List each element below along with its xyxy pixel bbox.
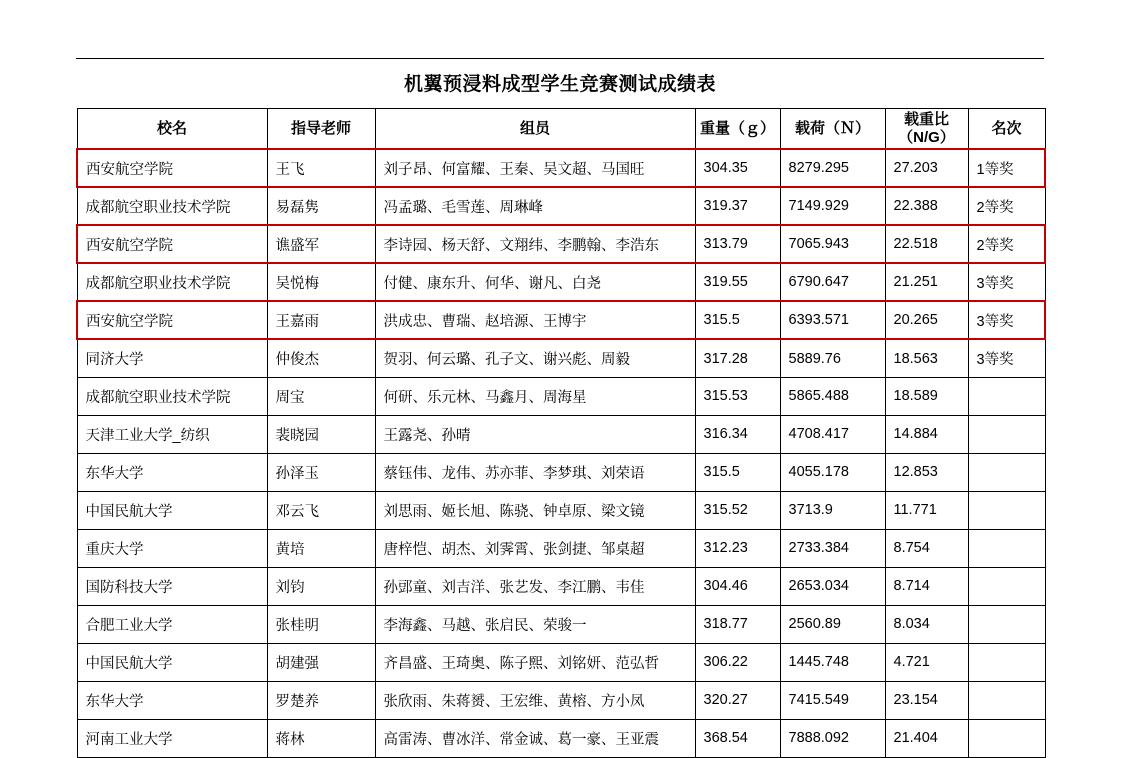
table-row	[77, 339, 1045, 377]
cell-members: 刘子昂、何富耀、王秦、吴文超、马国旺	[375, 149, 695, 187]
table-row	[77, 681, 1045, 719]
table-row	[77, 301, 1045, 339]
cell-weight: 304.35	[695, 149, 780, 187]
cell-members: 李海鑫、马越、张启民、荣骏一	[375, 605, 695, 643]
cell-rank	[968, 719, 1045, 757]
table-row	[77, 225, 1045, 263]
cell-weight: 319.55	[695, 263, 780, 301]
cell-load: 6790.647	[780, 263, 885, 301]
results-table	[76, 108, 1046, 758]
cell-members: 刘思雨、姬长旭、陈骁、钟卓原、梁文镜	[375, 491, 695, 529]
cell-ratio: 8.034	[885, 605, 968, 643]
table-body	[77, 149, 1045, 757]
cell-load: 4055.178	[780, 453, 885, 491]
cell-school: 河南工业大学	[77, 719, 267, 757]
cell-school: 中国民航大学	[77, 491, 267, 529]
cell-ratio: 22.518	[885, 225, 968, 263]
table-row	[77, 605, 1045, 643]
cell-load: 5889.76	[780, 339, 885, 377]
cell-teacher: 周宝	[267, 377, 375, 415]
cell-rank: 3等奖	[968, 263, 1045, 301]
table-row	[77, 377, 1045, 415]
cell-load: 7888.092	[780, 719, 885, 757]
cell-school: 国防科技大学	[77, 567, 267, 605]
table-row	[77, 567, 1045, 605]
cell-members: 付健、康东升、何华、谢凡、白尧	[375, 263, 695, 301]
cell-ratio: 11.771	[885, 491, 968, 529]
cell-load: 8279.295	[780, 149, 885, 187]
cell-rank	[968, 491, 1045, 529]
cell-members: 王露尧、孙晴	[375, 415, 695, 453]
cell-ratio: 4.721	[885, 643, 968, 681]
cell-load: 5865.488	[780, 377, 885, 415]
cell-rank	[968, 643, 1045, 681]
cell-weight: 313.79	[695, 225, 780, 263]
cell-rank	[968, 529, 1045, 567]
cell-school: 成都航空职业技术学院	[77, 377, 267, 415]
cell-weight: 306.22	[695, 643, 780, 681]
cell-load: 7065.943	[780, 225, 885, 263]
cell-rank	[968, 415, 1045, 453]
cell-weight: 315.52	[695, 491, 780, 529]
cell-teacher: 易磊隽	[267, 187, 375, 225]
cell-load: 3713.9	[780, 491, 885, 529]
cell-school: 西安航空学院	[77, 149, 267, 187]
cell-teacher: 蒋林	[267, 719, 375, 757]
cell-teacher: 罗楚养	[267, 681, 375, 719]
cell-members: 高雷涛、曹冰洋、常金诚、葛一豪、王亚震	[375, 719, 695, 757]
cell-members: 李诗园、杨天舒、文翔纬、李鹏翰、李浩东	[375, 225, 695, 263]
cell-ratio: 20.265	[885, 301, 968, 339]
cell-rank	[968, 681, 1045, 719]
cell-weight: 368.54	[695, 719, 780, 757]
cell-school: 合肥工业大学	[77, 605, 267, 643]
cell-teacher: 仲俊杰	[267, 339, 375, 377]
cell-load: 7415.549	[780, 681, 885, 719]
column-header-teacher: 指导老师	[267, 109, 375, 150]
cell-ratio: 27.203	[885, 149, 968, 187]
cell-ratio: 8.754	[885, 529, 968, 567]
cell-weight: 312.23	[695, 529, 780, 567]
cell-members: 冯孟璐、毛雪莲、周琳峰	[375, 187, 695, 225]
cell-teacher: 谯盛军	[267, 225, 375, 263]
column-header-weight: 重量（ｇ）	[695, 109, 780, 150]
cell-load: 7149.929	[780, 187, 885, 225]
cell-load: 6393.571	[780, 301, 885, 339]
table-row	[77, 263, 1045, 301]
cell-teacher: 王嘉雨	[267, 301, 375, 339]
results-sheet	[76, 58, 1044, 758]
cell-rank	[968, 377, 1045, 415]
column-header-load: 载荷（Ｎ）	[780, 109, 885, 150]
cell-teacher: 张桂明	[267, 605, 375, 643]
cell-teacher: 黄培	[267, 529, 375, 567]
cell-members: 张欣雨、朱蒋赟、王宏维、黄榕、方小凤	[375, 681, 695, 719]
table-row	[77, 719, 1045, 757]
cell-school: 重庆大学	[77, 529, 267, 567]
cell-weight: 315.5	[695, 301, 780, 339]
cell-load: 2653.034	[780, 567, 885, 605]
cell-teacher: 胡建强	[267, 643, 375, 681]
cell-members: 唐梓恺、胡杰、刘霁霄、张剑捷、邹桌超	[375, 529, 695, 567]
cell-school: 中国民航大学	[77, 643, 267, 681]
cell-teacher: 裴晓园	[267, 415, 375, 453]
column-header-rank: 名次	[968, 109, 1045, 150]
cell-members: 贺羽、何云璐、孔子文、谢兴彪、周毅	[375, 339, 695, 377]
table-row	[77, 187, 1045, 225]
cell-rank: 3等奖	[968, 339, 1045, 377]
cell-ratio: 12.853	[885, 453, 968, 491]
cell-ratio: 18.589	[885, 377, 968, 415]
table-row	[77, 529, 1045, 567]
table-row	[77, 453, 1045, 491]
cell-ratio: 18.563	[885, 339, 968, 377]
table-row	[77, 149, 1045, 187]
table-row	[77, 415, 1045, 453]
cell-teacher: 王飞	[267, 149, 375, 187]
column-header-school: 校名	[77, 109, 267, 150]
column-header-members: 组员	[375, 109, 695, 150]
cell-school: 东华大学	[77, 681, 267, 719]
cell-teacher: 孙泽玉	[267, 453, 375, 491]
column-header-ratio	[885, 109, 968, 150]
cell-weight: 320.27	[695, 681, 780, 719]
cell-ratio: 21.404	[885, 719, 968, 757]
cell-weight: 315.53	[695, 377, 780, 415]
cell-load: 4708.417	[780, 415, 885, 453]
cell-school: 西安航空学院	[77, 301, 267, 339]
cell-load: 2733.384	[780, 529, 885, 567]
cell-school: 西安航空学院	[77, 225, 267, 263]
cell-weight: 318.77	[695, 605, 780, 643]
page-title: 机翼预浸料成型学生竞赛测试成绩表	[403, 74, 716, 95]
cell-weight: 304.46	[695, 567, 780, 605]
cell-ratio: 14.884	[885, 415, 968, 453]
cell-rank	[968, 567, 1045, 605]
cell-weight: 316.34	[695, 415, 780, 453]
cell-school: 成都航空职业技术学院	[77, 263, 267, 301]
cell-ratio: 21.251	[885, 263, 968, 301]
cell-rank: 1等奖	[968, 149, 1045, 187]
header-rule	[76, 58, 1044, 59]
cell-members: 何研、乐元林、马鑫月、周海星	[375, 377, 695, 415]
cell-school: 同济大学	[77, 339, 267, 377]
table-row	[77, 643, 1045, 681]
column-header-ratio-line1: 载重比	[903, 111, 949, 128]
cell-weight: 317.28	[695, 339, 780, 377]
cell-rank	[968, 453, 1045, 491]
column-header-ratio-line2: （N/G）	[898, 128, 955, 146]
table-row	[77, 491, 1045, 529]
cell-teacher: 吴悦梅	[267, 263, 375, 301]
cell-rank: 2等奖	[968, 187, 1045, 225]
cell-ratio: 22.388	[885, 187, 968, 225]
cell-weight: 315.5	[695, 453, 780, 491]
cell-rank: 2等奖	[968, 225, 1045, 263]
cell-ratio: 23.154	[885, 681, 968, 719]
cell-rank	[968, 605, 1045, 643]
cell-school: 成都航空职业技术学院	[77, 187, 267, 225]
cell-members: 蔡钰伟、龙伟、苏亦菲、李梦琪、刘荣语	[375, 453, 695, 491]
cell-ratio: 8.714	[885, 567, 968, 605]
cell-members: 齐昌盛、王琦奥、陈子熙、刘铭妍、范弘哲	[375, 643, 695, 681]
cell-members: 洪成忠、曹瑞、赵培源、王博宇	[375, 301, 695, 339]
cell-teacher: 邓云飞	[267, 491, 375, 529]
cell-load: 2560.89	[780, 605, 885, 643]
cell-load: 1445.748	[780, 643, 885, 681]
table-header-row	[77, 109, 1045, 150]
cell-school: 天津工业大学_纺织	[77, 415, 267, 453]
cell-school: 东华大学	[77, 453, 267, 491]
cell-members: 孙郖童、刘吉洋、张艺发、李江鹏、韦佳	[375, 567, 695, 605]
cell-teacher: 刘钧	[267, 567, 375, 605]
cell-weight: 319.37	[695, 187, 780, 225]
cell-rank: 3等奖	[968, 301, 1045, 339]
